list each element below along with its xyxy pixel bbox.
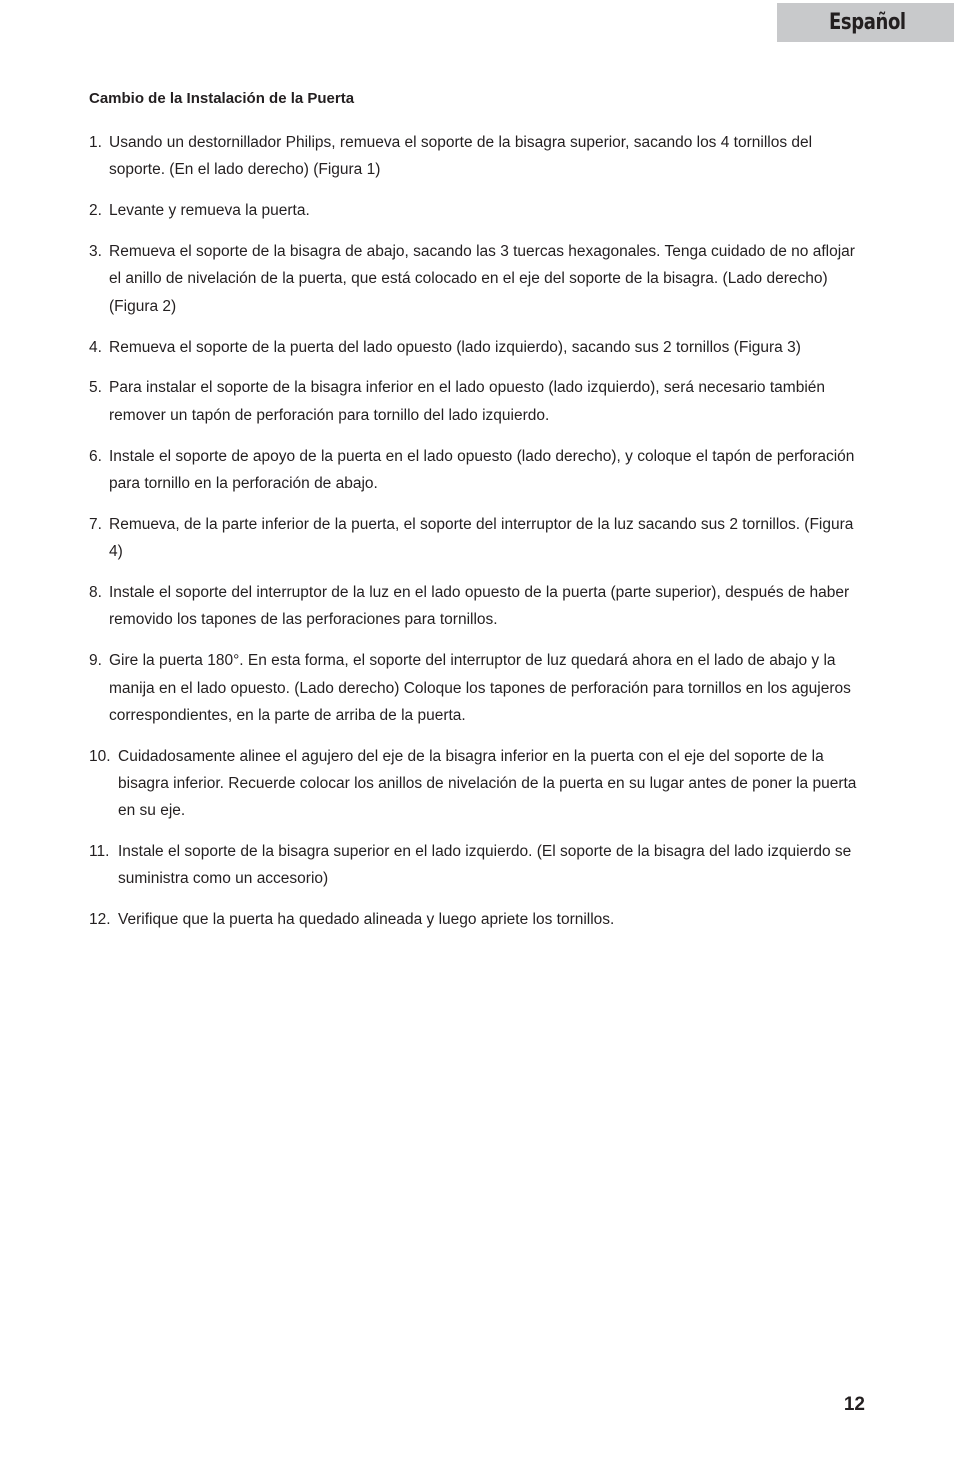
- step-text: Instale el soporte de apoyo de la puerta en el lado opuesto (lado derecho), y coloque el tapón de perforación para tornillo en la perforación de abajo.: [109, 447, 855, 492]
- section-title: Cambio de la Instalación de la Puerta: [89, 90, 355, 107]
- page-content: [89, 89, 869, 947]
- list-item: [89, 743, 869, 825]
- instruction-list: [89, 129, 869, 934]
- step-text: Remueva el soporte de la bisagra de abajo, sacando las 3 tuercas hexagonales. Tenga cuidado de no aflojar el anillo de nivelación de la puerta, que está colocado en el eje del soporte de la bisagra. (Lado derecho) (Figura 2): [109, 243, 855, 315]
- list-item: [89, 906, 869, 933]
- language-tab: [777, 3, 954, 42]
- step-number: 7.: [89, 515, 102, 533]
- step-number: 5.: [89, 379, 102, 397]
- step-number: 4.: [89, 338, 102, 356]
- step-text: Para instalar el soporte de la bisagra inferior en el lado opuesto (lado izquierdo), será necesario también remover un tapón de perforación para tornillo del lado izquierdo.: [109, 379, 825, 424]
- step-text: Gire la puerta 180°. En esta forma, el soporte del interruptor de luz quedará ahora en el lado de abajo y la manija en el lado opuesto. (Lado derecho) Coloque los tapones de perforación para tornillos en los agujeros correspondientes, en la parte de arriba de la puerta.: [109, 652, 851, 724]
- list-item: [89, 334, 869, 361]
- list-item: [89, 374, 869, 429]
- list-item: [89, 238, 869, 320]
- step-text: Instale el soporte de la bisagra superior en el lado izquierdo. (El soporte de la bisagra del lado izquierdo se suministra como un accesorio): [118, 843, 852, 888]
- list-item: [89, 647, 869, 729]
- step-number: 1.: [89, 134, 102, 151]
- step-text: Remueva el soporte de la puerta del lado opuesto (lado izquierdo), sacando sus 2 tornillos (Figura 3): [109, 338, 801, 356]
- step-number: 11.: [89, 843, 110, 861]
- list-item: [89, 511, 869, 566]
- list-item: [89, 443, 869, 498]
- step-text: Levante y remueva la puerta.: [109, 202, 310, 220]
- step-number: 9.: [89, 652, 102, 670]
- step-number: 12.: [89, 911, 111, 929]
- step-text: Usando un destornillador Philips, remueva el soporte de la bisagra superior, sacando los 4 tornillos del soporte. (En el lado derecho) (Figura 1): [109, 134, 813, 179]
- step-text: Instale el soporte del interruptor de la luz en el lado opuesto de la puerta (parte superior), después de haber removido los tapones de las perforaciones para tornillos.: [109, 584, 850, 629]
- step-number: 2.: [89, 202, 102, 220]
- list-item: [89, 197, 869, 224]
- step-number: 8.: [89, 584, 102, 602]
- page-number: 12: [843, 1394, 865, 1415]
- step-number: 3.: [89, 243, 102, 261]
- list-item: [89, 838, 869, 893]
- step-text: Cuidadosamente alinee el agujero del eje de la bisagra inferior en la puerta con el eje del soporte de la bisagra inferior. Recuerde colocar los anillos de nivelación de la puerta en su lugar antes de poner la puerta en su eje.: [118, 747, 857, 820]
- list-item: [89, 579, 869, 634]
- step-text: Verifique que la puerta ha quedado alineada y luego apriete los tornillos.: [118, 911, 615, 929]
- step-text: Remueva, de la parte inferior de la puerta, el soporte del interruptor de la luz sacando sus 2 tornillos. (Figura 4): [109, 515, 854, 561]
- language-tab-label: Español: [829, 10, 906, 35]
- list-item: [89, 129, 869, 184]
- step-number: 6.: [89, 447, 102, 465]
- step-number: 10.: [89, 747, 111, 765]
